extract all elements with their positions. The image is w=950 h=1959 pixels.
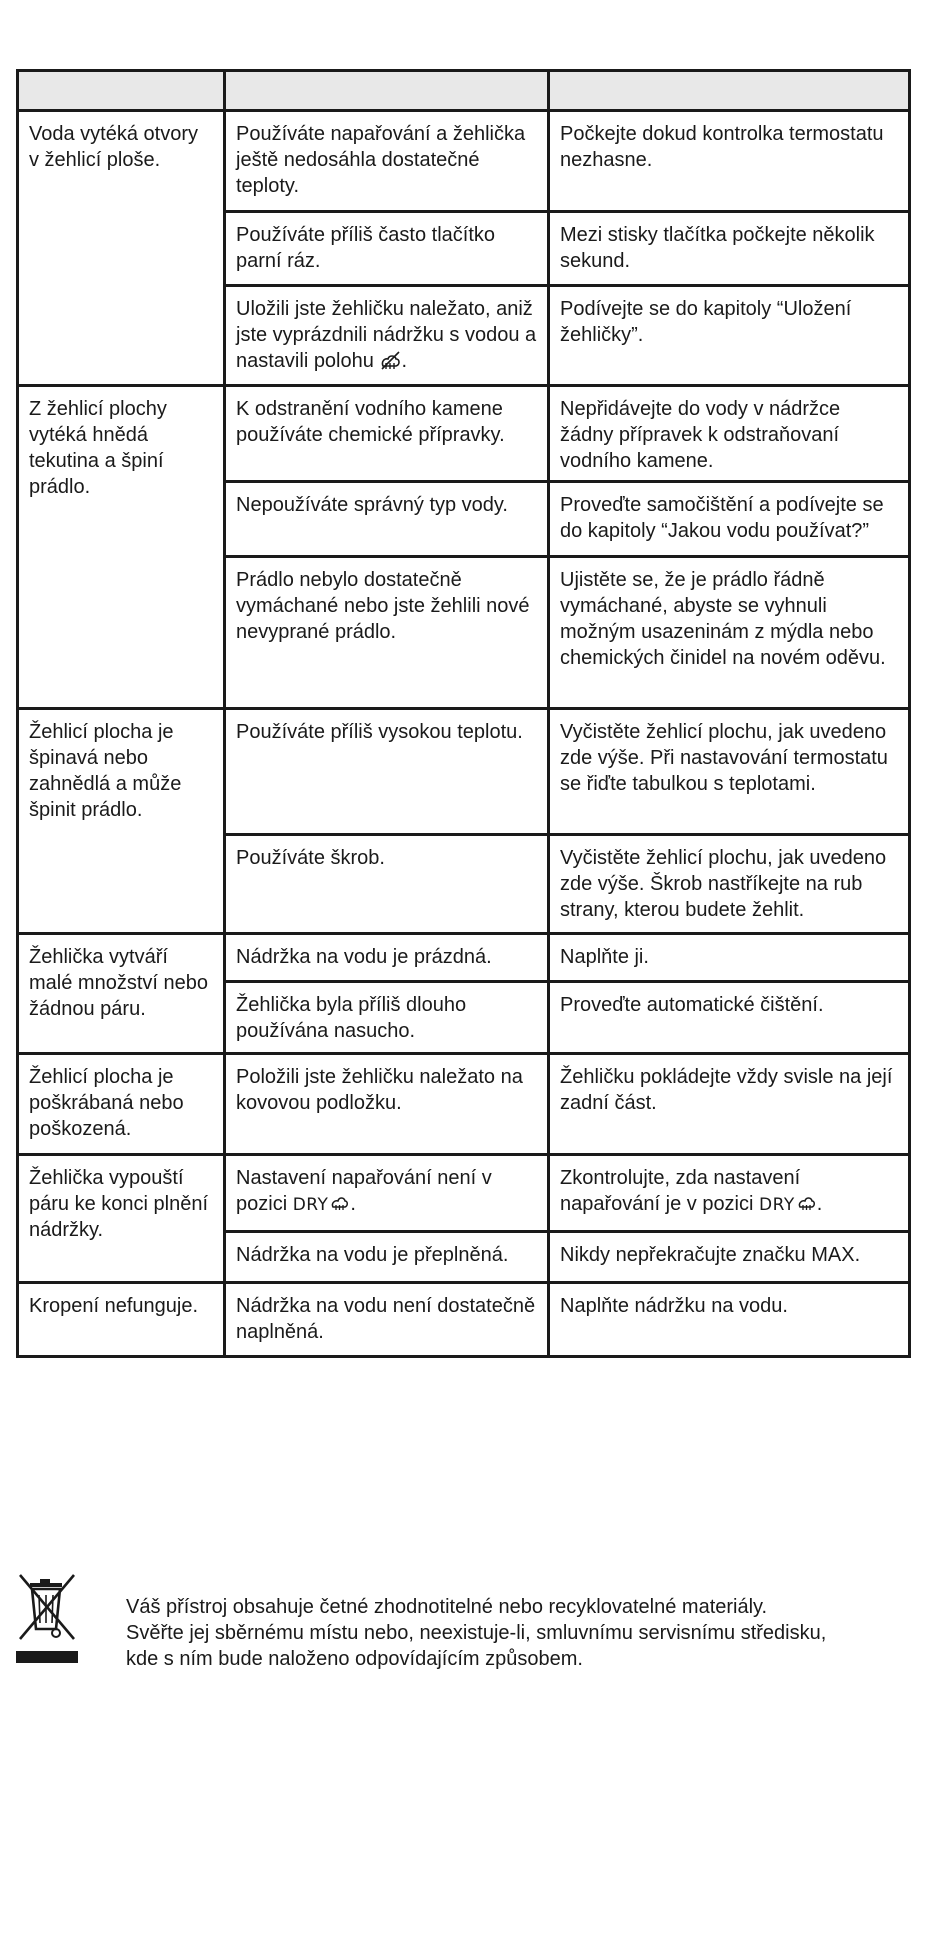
cause-cell: Používáte příliš vysokou teplotu.: [225, 709, 549, 835]
cause-cell: Nepoužíváte správný typ vody.: [225, 482, 549, 557]
troubleshooting-table: [16, 69, 911, 1358]
remedy-cell: Vyčistěte žehlicí plochu, jak uvedeno zde výše. Při nastavování termostatu se řiďte tabulkou s teplotami.: [549, 709, 910, 835]
cause-cell: Používáte škrob.: [225, 835, 549, 934]
problem-cell: Žehlička vytváří malé množství nebo žádnou páru.: [18, 934, 225, 1054]
remedy-cell: Proveďte samočištění a podívejte se do kapitoly “Jakou vodu používat?”: [549, 482, 910, 557]
dry-setting-icon: [795, 1193, 817, 1213]
remedy-cell: Ujistěte se, že je prádlo řádně vymáchané, abyste se vyhnuli možným usazeninám z mýdla nebo chemických činidel na novém oděvu.: [549, 557, 910, 709]
dry-setting-label: DRY: [292, 1195, 329, 1215]
disposal-notice: [126, 1594, 926, 1672]
remedy-cell: Mezi stisky tlačítka počkejte několik sekund.: [549, 212, 910, 286]
dry-setting-label: DRY: [759, 1195, 795, 1215]
crossed-out-wheelie-bin-icon: [16, 1571, 78, 1663]
table-header-row: [18, 71, 910, 111]
problem-cell: Voda vytéká otvory v žehlicí ploše.: [18, 111, 225, 386]
remedy-cell: Zkontrolujte, zda nastavení napařování je v pozici DRY .: [549, 1155, 910, 1232]
cause-cell: Nádržka na vodu je prázdná.: [225, 934, 549, 982]
cause-cell: Používáte příliš často tlačítko parní ráz.: [225, 212, 549, 286]
header-cell-problem: [18, 71, 225, 111]
remedy-cell: Podívejte se do kapitoly “Uložení žehličky”.: [549, 286, 910, 386]
table-row: [18, 111, 910, 212]
table-row: [18, 1054, 910, 1155]
problem-cell: Z žehlicí plochy vytéká hnědá tekutina a špiní prádlo.: [18, 386, 225, 709]
cause-cell: Položili jste žehličku naležato na kovovou podložku.: [225, 1054, 549, 1155]
header-cell-remedy: [549, 71, 910, 111]
remedy-cell: Počkejte dokud kontrolka termostatu nezhasne.: [549, 111, 910, 212]
disposal-line: Váš přístroj obsahuje četné zhodnotitelné nebo recyklovatelné materiály.: [126, 1596, 768, 1618]
dry-setting-icon: [328, 1193, 350, 1213]
remedy-cell: Naplňte nádržku na vodu.: [549, 1283, 910, 1357]
table-row: [18, 709, 910, 835]
table-row: [18, 386, 910, 482]
cause-cell: Žehlička byla příliš dlouho používána nasucho.: [225, 982, 549, 1054]
problem-cell: Žehlicí plocha je poškrábaná nebo poškozená.: [18, 1054, 225, 1155]
table-row: [18, 934, 910, 982]
problem-cell: Kropení nefunguje.: [18, 1283, 225, 1357]
cause-cell: Nádržka na vodu není dostatečně naplněná.: [225, 1283, 549, 1357]
cause-cell: Prádlo nebylo dostatečně vymáchané nebo jste žehlili nové nevyprané prádlo.: [225, 557, 549, 709]
remedy-cell: Žehličku pokládejte vždy svisle na její zadní část.: [549, 1054, 910, 1155]
header-cell-cause: [225, 71, 549, 111]
remedy-cell: Nikdy nepřekračujte značku MAX.: [549, 1232, 910, 1283]
problem-cell: Žehlička vypouští páru ke konci plnění nádržky.: [18, 1155, 225, 1283]
remedy-cell: Proveďte automatické čištění.: [549, 982, 910, 1054]
remedy-cell: Naplňte ji.: [549, 934, 910, 982]
table-row: [18, 1283, 910, 1357]
table-row: [18, 1155, 910, 1232]
cause-cell: Nastavení napařování není v pozici DRY .: [225, 1155, 549, 1232]
cause-cell: Používáte napařování a žehlička ještě nedosáhla dostatečné teploty.: [225, 111, 549, 212]
cause-cell: K odstranění vodního kamene používáte chemické přípravky.: [225, 386, 549, 482]
cause-cell: Uložili jste žehličku naležato, aniž jste vyprázdnili nádržku s vodou a nastavili polohu .: [225, 286, 549, 386]
remedy-cell: Vyčistěte žehlicí plochu, jak uvedeno zde výše. Škrob nastříkejte na rub strany, kterou budete žehlit.: [549, 835, 910, 934]
crossed-steam-icon: [379, 350, 401, 370]
cause-cell: Nádržka na vodu je přeplněná.: [225, 1232, 549, 1283]
disposal-line: kde s ním bude naloženo odpovídajícím způsobem.: [126, 1648, 583, 1670]
disposal-line: Svěřte jej sběrnému místu nebo, neexistuje-li, smluvnímu servisnímu středisku,: [126, 1622, 827, 1644]
problem-cell: Žehlicí plocha je špinavá nebo zahnědlá a může špinit prádlo.: [18, 709, 225, 934]
remedy-cell: Nepřidávejte do vody v nádržce žádny přípravek k odstraňovaní vodního kamene.: [549, 386, 910, 482]
